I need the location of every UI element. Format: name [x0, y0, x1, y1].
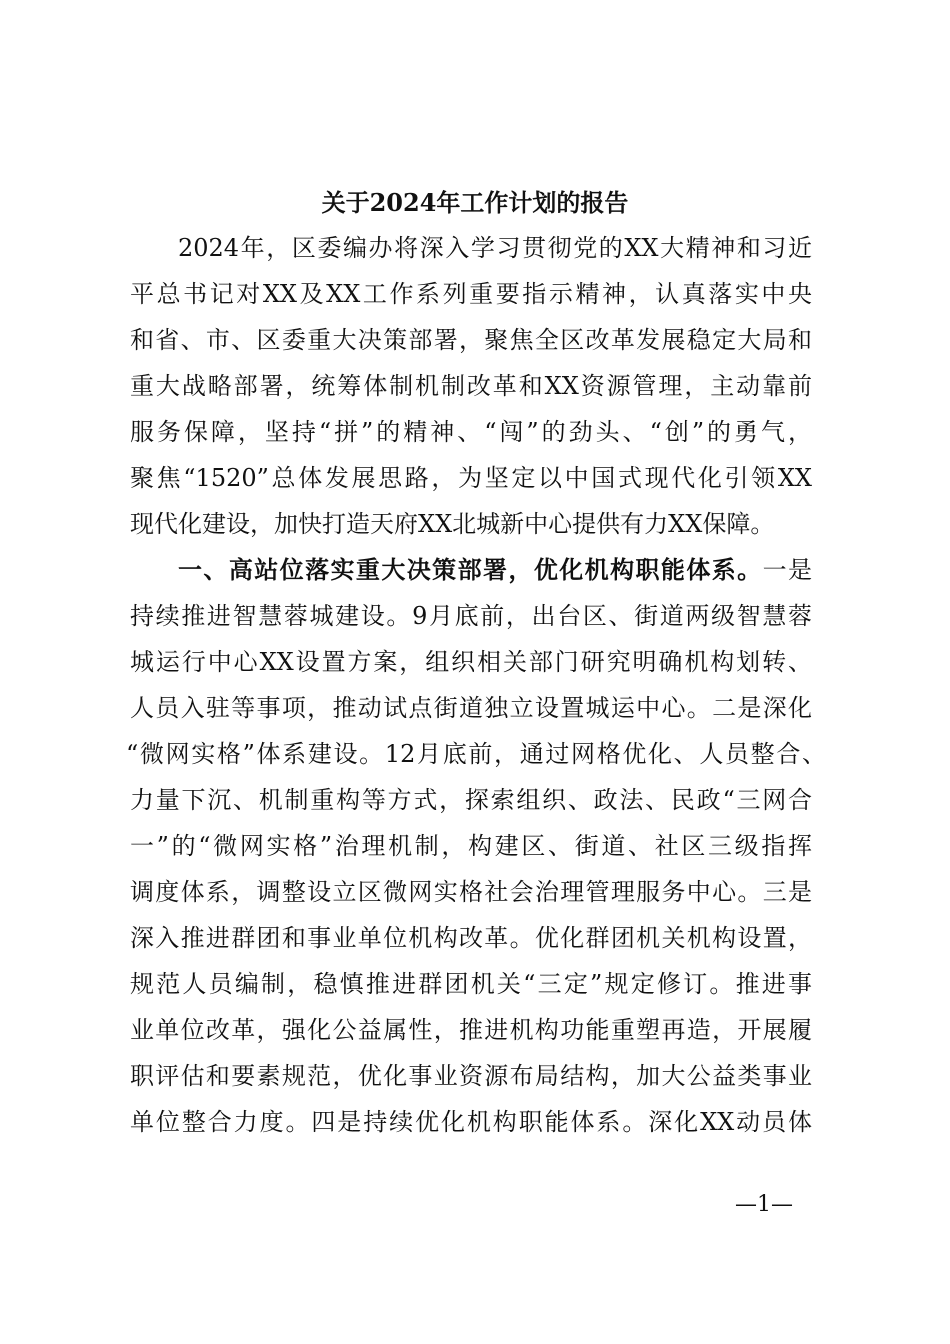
paragraph-line: 职评估和要素规范，优化事业资源布局结构，加大公益类事业 [130, 1062, 812, 1090]
document-body [126, 225, 826, 1145]
paragraph-line: 现代化建设，加快打造天府XX北城新中心提供有力XX保障。 [130, 510, 775, 538]
section-heading-line [130, 547, 812, 593]
paragraph-line: 持续推进智慧蓉城建设。9月底前，出台区、街道两级智慧蓉 [130, 602, 812, 630]
paragraph-line: “微网实格”体系建设。12月底前，通过网格优化、人员整合、 [126, 740, 826, 768]
section-text: 一是 [762, 556, 813, 584]
paragraph-line: 2024年，区委编办将深入学习贯彻党的XX大精神和习近 [178, 234, 812, 262]
paragraph-line: 单位整合力度。四是持续优化机构职能体系。深化XX动员体 [130, 1108, 812, 1136]
paragraph-line: 力量下沉、机制重构等方式，探索组织、政法、民政“三网合 [130, 786, 812, 814]
paragraph-line: 服务保障，坚持“拼”的精神、“闯”的劲头、“创”的勇气， [130, 418, 812, 446]
paragraph-line: 人员入驻等事项，推动试点街道独立设置城运中心。二是深化 [130, 694, 812, 722]
page-number: —1— [735, 1192, 793, 1217]
paragraph-line: 调度体系，调整设立区微网实格社会治理管理服务中心。三是 [130, 878, 812, 906]
document-title: 关于2024年工作计划的报告 [321, 188, 629, 217]
paragraph-line: 和省、市、区委重大决策部署，聚焦全区改革发展稳定大局和 [130, 326, 812, 354]
section-heading: 一、高站位落实重大决策部署，优化机构职能体系。 [178, 555, 763, 584]
paragraph-line: 平总书记对XX及XX工作系列重要指示精神，认真落实中央 [130, 280, 812, 308]
paragraph-line: 重大战略部署，统筹体制机制改革和XX资源管理，主动靠前 [130, 372, 812, 400]
paragraph-line: 深入推进群团和事业单位机构改革。优化群团机关机构设置， [130, 924, 812, 952]
paragraph-line: 一”的“微网实格”治理机制，构建区、街道、社区三级指挥 [130, 832, 812, 860]
paragraph-line: 业单位改革，强化公益属性，推进机构功能重塑再造，开展履 [130, 1016, 812, 1044]
paragraph-line: 规范人员编制，稳慎推进群团机关“三定”规定修订。推进事 [130, 970, 812, 998]
paragraph-line: 聚焦“1520”总体发展思路，为坚定以中国式现代化引领XX [130, 464, 812, 492]
paragraph-line: 城运行中心XX设置方案，组织相关部门研究明确机构划转、 [130, 648, 812, 676]
